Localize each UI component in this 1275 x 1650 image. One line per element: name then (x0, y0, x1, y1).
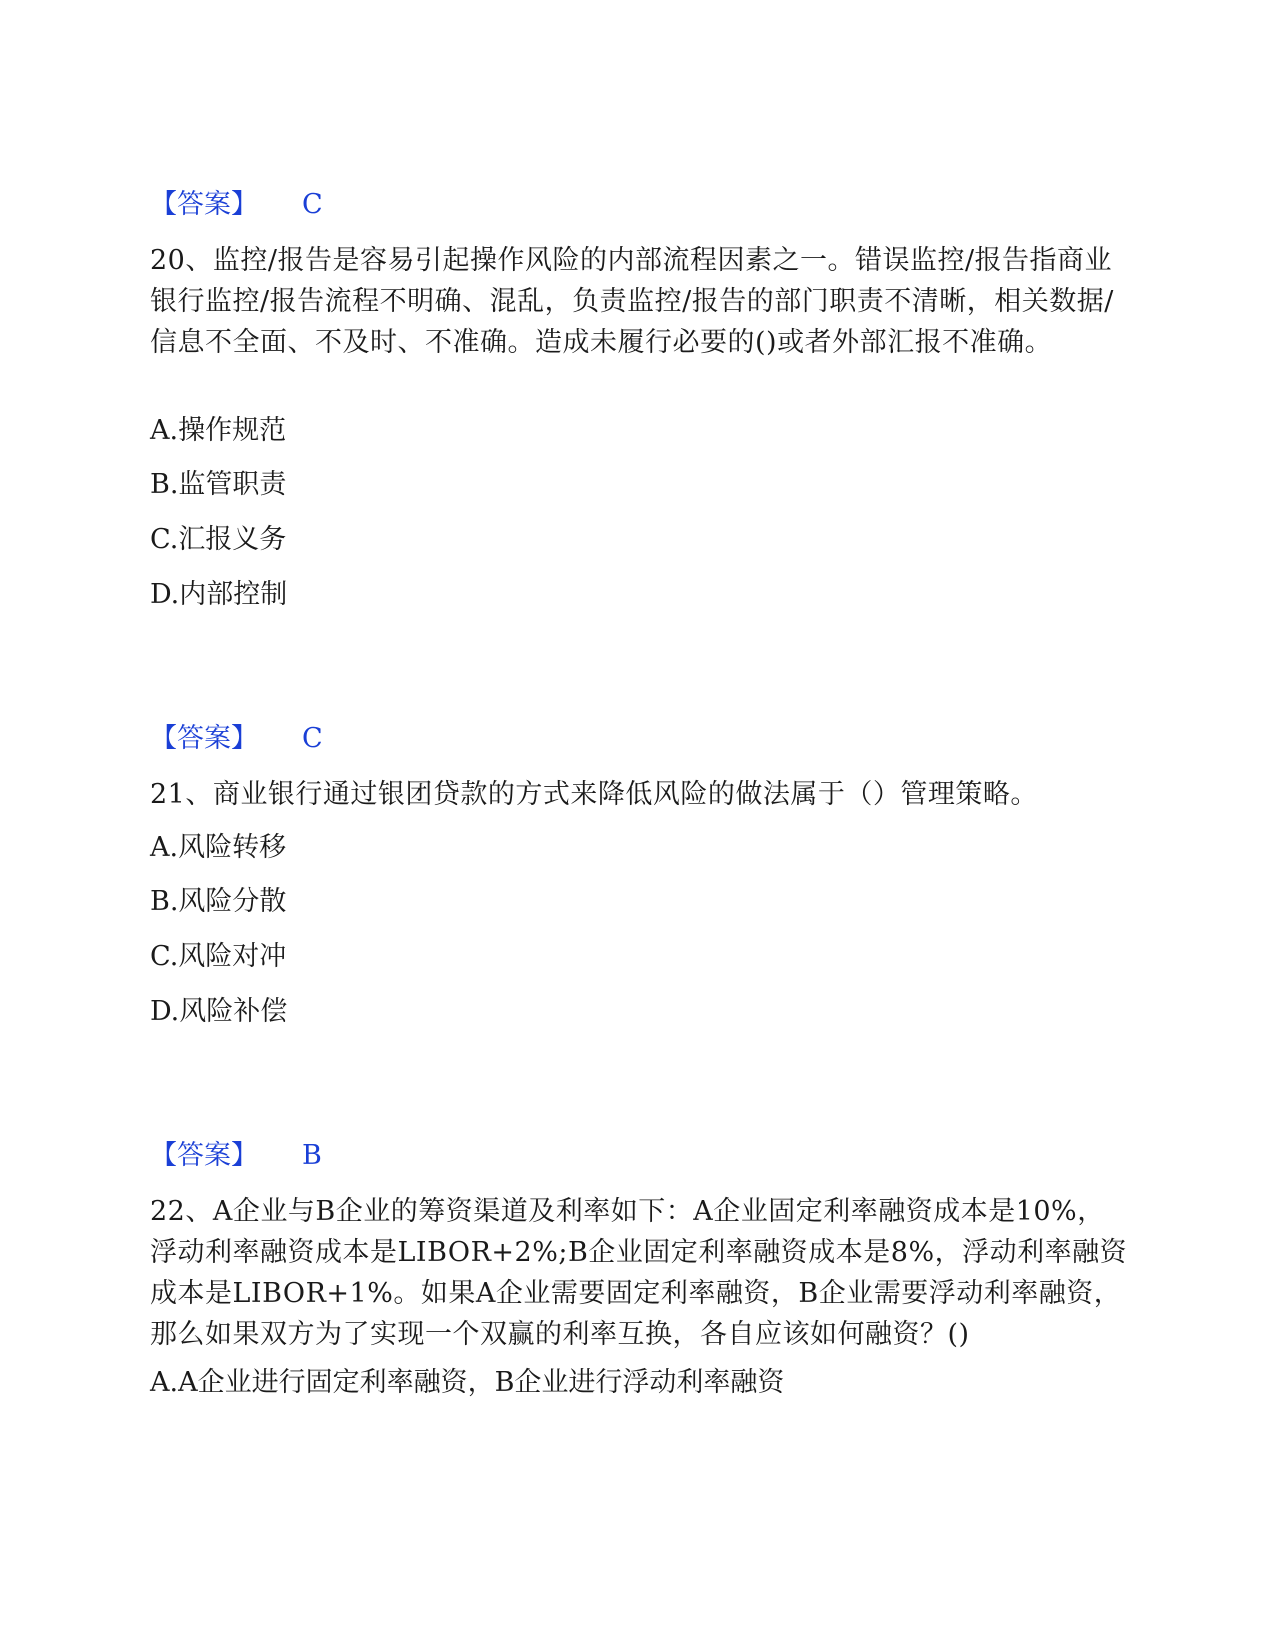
answer-tag: 【答案】 (150, 1140, 258, 1171)
answer-line (150, 721, 1130, 757)
option-c: C.汇报义务 (150, 524, 287, 555)
option-b: B.监管职责 (150, 469, 287, 500)
answer-line (150, 187, 1130, 223)
answer-tag: 【答案】 (150, 723, 258, 754)
answer-tag: 【答案】 (150, 189, 258, 220)
answer-letter: B (302, 1140, 322, 1171)
question-text: 22、A企业与B企业的筹资渠道及利率如下：A企业固定利率融资成本是10%，浮动利率融资成本是LIBOR+2%;B企业固定利率融资成本是8%，浮动利率融资成本是LIBOR+1%。如果A企业需要固定利率融资，B企业需要浮动利率融资，那么如果双方为了实现一个双赢的利率互换，各自应该如何融资？() (150, 1196, 1128, 1350)
option-a: A.风险转移 (150, 832, 287, 863)
question-text: 20、监控/报告是容易引起操作风险的内部流程因素之一。错误监控/报告指商业银行监控/报告流程不明确、混乱，负责监控/报告的部门职责不清晰，相关数据/信息不全面、不及时、不准确。造成未履行必要的()或者外部汇报不准确。 (150, 245, 1114, 358)
answer-letter: C (302, 189, 323, 220)
answer-letter: C (302, 723, 323, 754)
option-d: D.内部控制 (150, 579, 288, 610)
question-text: 21、商业银行通过银团贷款的方式来降低风险的做法属于（）管理策略。 (150, 779, 1038, 810)
answer-line (150, 1138, 1130, 1174)
option-a: A.A企业进行固定利率融资，B企业进行浮动利率融资 (150, 1367, 785, 1398)
option-b: B.风险分散 (150, 886, 287, 917)
option-d: D.风险补偿 (150, 996, 288, 1027)
option-a: A.操作规范 (150, 415, 287, 446)
option-c: C.风险对冲 (150, 941, 287, 972)
